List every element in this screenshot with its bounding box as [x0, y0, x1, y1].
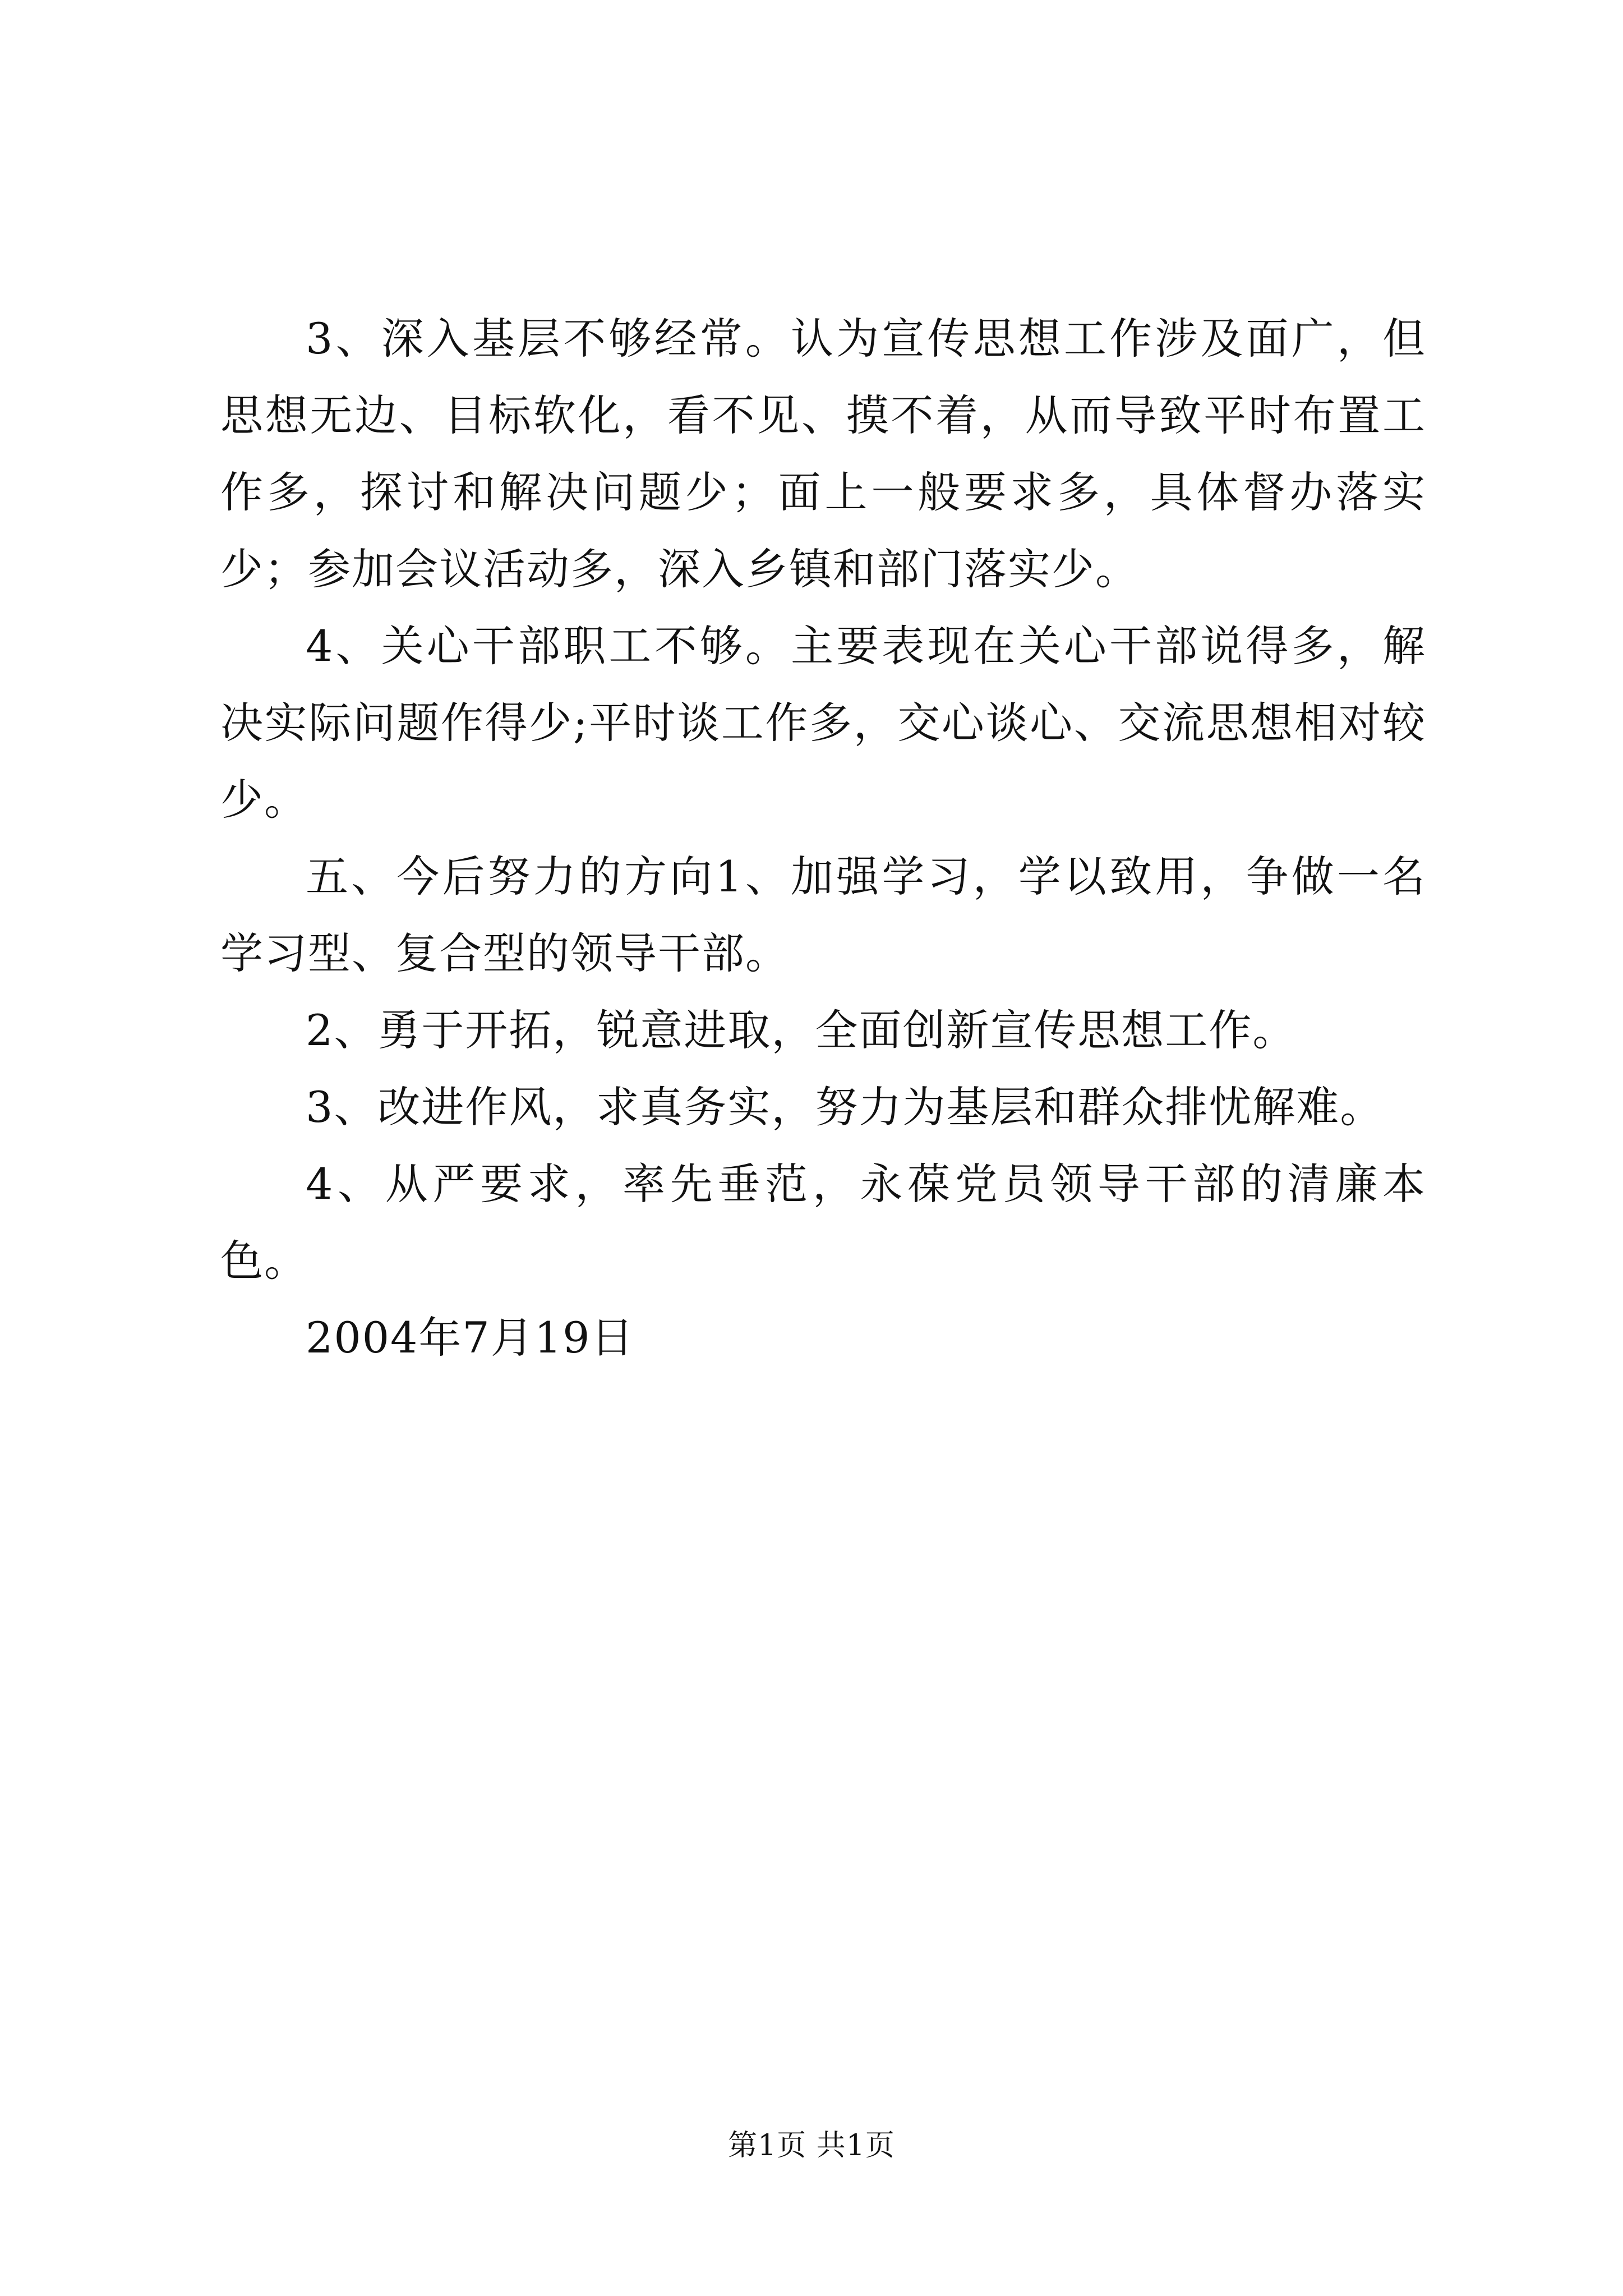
paragraph-item-2: 2、勇于开拓，锐意进取，全面创新宣传思想工作。 [306, 1005, 1297, 1055]
paragraph-section-5: 五、今后努力的方向1、加强学习，学以致用，争做一名学习型、复合型的领导干部。 [220, 852, 1426, 978]
page-footer: 第1页 共1页 [728, 2129, 895, 2162]
paragraph-item-3: 3、深入基层不够经常。认为宣传思想工作涉及面广，但思想无边、目标软化，看不见、摸不着，从而导致平时布置工作多，探讨和解决问题少；面上一般要求多，具体督办落实少；参加会议活动多，深入乡镇和部门落实少。 [220, 314, 1426, 594]
document-body [220, 300, 1426, 1376]
paragraph-item-4b: 4、从严要求，率先垂范，永葆党员领导干部的清廉本色。 [220, 1159, 1426, 1286]
document-date: 2004年7月19日 [306, 1313, 635, 1363]
paragraph-item-4: 4、关心干部职工不够。主要表现在关心干部说得多，解决实际问题作得少;平时谈工作多，交心谈心、交流思想相对较少。 [220, 621, 1426, 825]
paragraph-item-3b: 3、改进作风，求真务实，努力为基层和群众排忧解难。 [306, 1082, 1384, 1132]
